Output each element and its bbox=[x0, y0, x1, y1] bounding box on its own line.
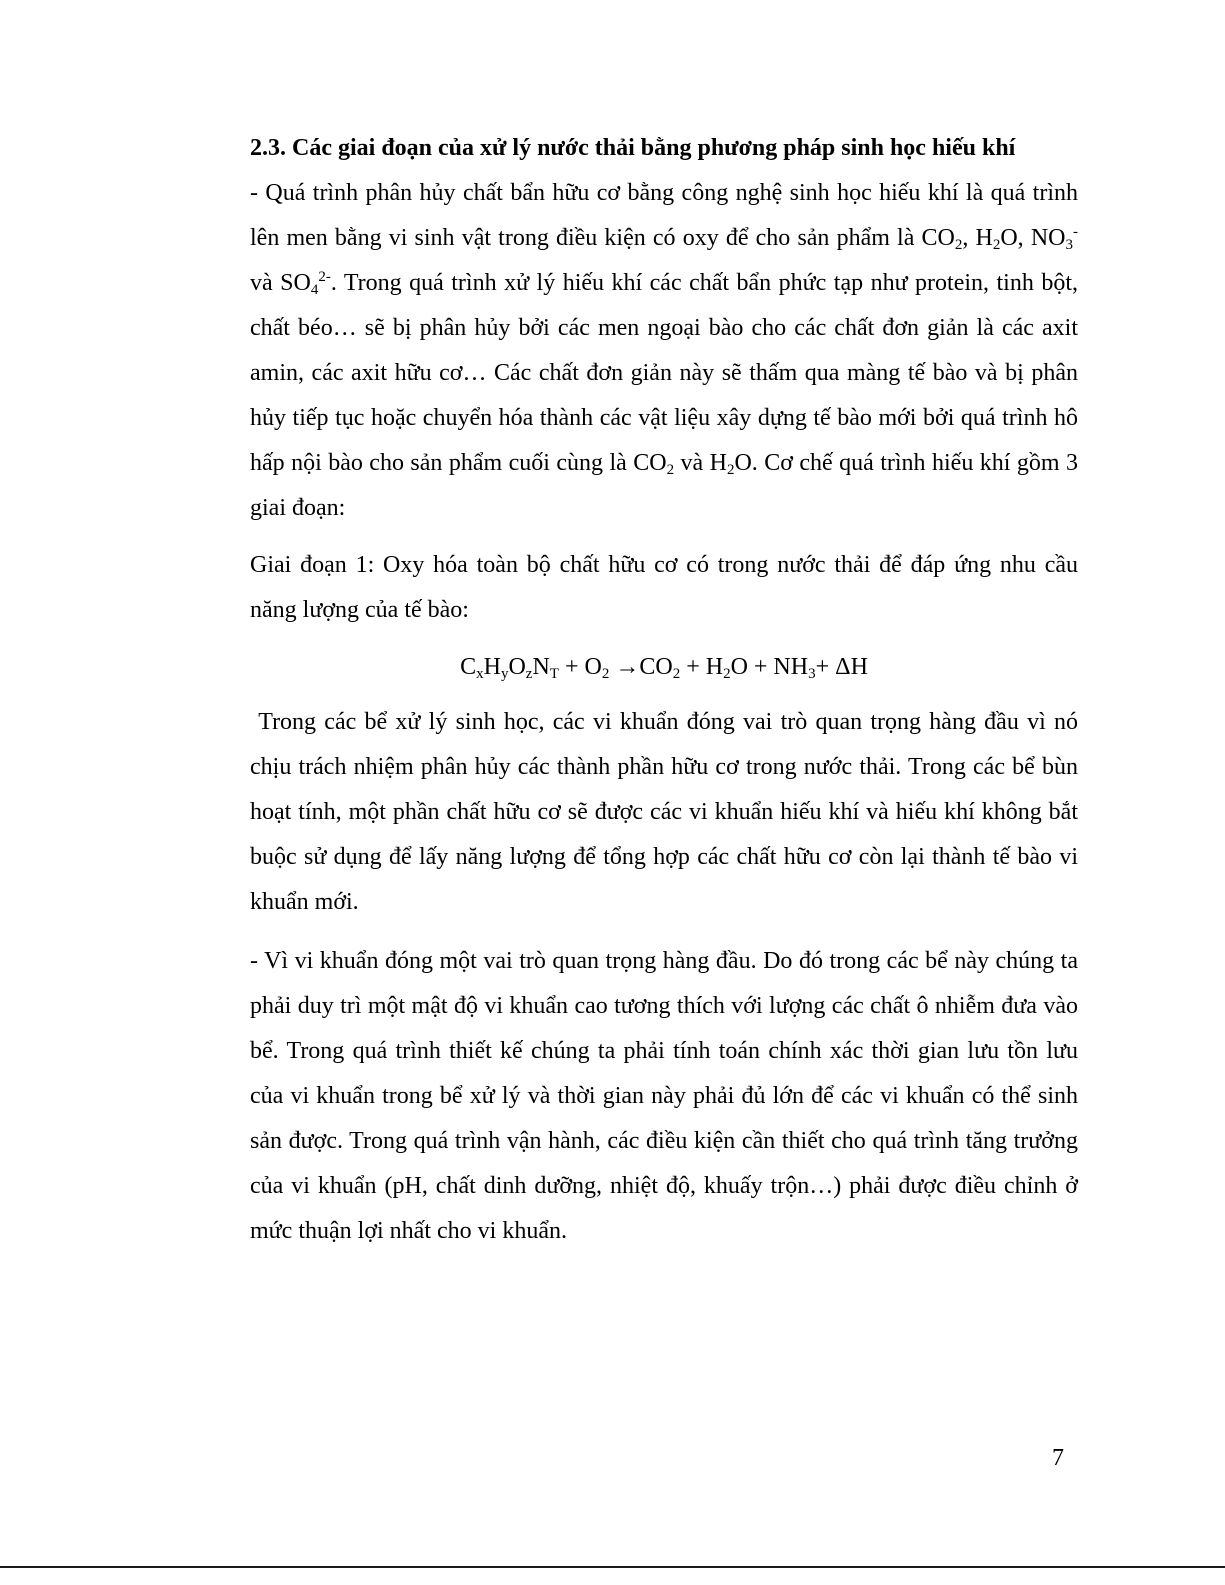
p4-sub: 4 bbox=[310, 282, 319, 298]
eq-plus-nh: O + NH bbox=[730, 654, 809, 680]
page-content bbox=[250, 126, 1085, 1254]
p4-text: và SO bbox=[250, 270, 311, 296]
page-number: 7 bbox=[1052, 1445, 1064, 1471]
eq-sub-3: 3 bbox=[808, 666, 816, 682]
eq-sub-2a: 2 bbox=[601, 666, 610, 682]
p5-text: . Trong quá trình xử lý hiếu khí các chất bẩn phức tạp như protein, tinh bột, chất béo… sẽ bị phân hủy bởi các men ngoại bào cho các chất đơn giản là các axit amin, các axit hữu cơ… Các chất đơn giản này sẽ thấm qua màng tế bào và bị phân hủy tiếp tục hoặc chuyển hóa thành các vật liệu xây dựng tế bào mới bởi quá trình hô hấp nội bào cho sản phẩm cuối cùng là CO bbox=[250, 270, 1078, 476]
p3-text: O, NO bbox=[1000, 225, 1066, 251]
eq-o: O bbox=[508, 654, 526, 680]
p6-sub: 2 bbox=[726, 462, 735, 478]
eq-z: z bbox=[525, 666, 533, 682]
p2-text: , H bbox=[962, 225, 993, 251]
p7-text: O. Cơ chế quá trình hiếu khí gồm 3 giai đoạn: bbox=[250, 450, 1078, 521]
bottom-border-line bbox=[0, 1566, 1225, 1568]
paragraph-aerobic-process bbox=[250, 171, 1078, 531]
eq-plus-o2: + O bbox=[558, 654, 602, 680]
eq-delta: + ΔH bbox=[815, 654, 868, 680]
paragraph-bacteria-role: Trong các bể xử lý sinh học, các vi khuẩn đóng vai trò quan trọng hàng đầu vì nó chịu trách nhiệm phân hủy các thành phần hữu cơ trong nước thải. Trong các bể bùn hoạt tính, một phần chất hữu cơ sẽ được các vi khuẩn hiếu khí và hiếu khí không bắt buộc sử dụng để lấy năng lượng để tổng hợp các chất hữu cơ còn lại thành tế bào vi khuẩn mới. bbox=[250, 709, 1085, 915]
eq-t: T bbox=[549, 666, 559, 682]
eq-n: N bbox=[532, 654, 550, 680]
paragraph-stage-1: Giai đoạn 1: Oxy hóa toàn bộ chất hữu cơ có trong nước thải để đáp ứng nhu cầu năng lượng của tế bào: bbox=[250, 552, 1078, 623]
p5-sub: 2 bbox=[666, 462, 675, 478]
eq-arrow-co: →CO bbox=[609, 654, 673, 680]
eq-x: x bbox=[476, 666, 484, 682]
eq-h: H bbox=[483, 654, 501, 680]
chemical-equation bbox=[250, 645, 1078, 690]
eq-sub-2b: 2 bbox=[672, 666, 681, 682]
p3-sub: 3 bbox=[1065, 237, 1073, 253]
p2-sub: 2 bbox=[992, 237, 1001, 253]
eq-plus-h: + H bbox=[680, 654, 724, 680]
paragraph-bacteria-density: - Vì vi khuẩn đóng một vai trò quan trọng hàng đầu. Do đó trong các bể này chúng ta phải duy trì một mật độ vi khuẩn cao tương thích với lượng các chất ô nhiễm đưa vào bể. Trong quá trình thiết kế chúng ta phải tính toán chính xác thời gian lưu tồn lưu của vi khuẩn trong bể xử lý và thời gian này phải đủ lớn để các vi khuẩn có thể sinh sản được. Trong quá trình vận hành, các điều kiện cần thiết cho quá trình tăng trưởng của vi khuẩn (pH, chất dinh dưỡng, nhiệt độ, khuấy trộn…) phải được điều chỉnh ở mức thuận lợi nhất cho vi khuẩn. bbox=[250, 948, 1078, 1244]
p6-text: và H bbox=[674, 450, 727, 476]
eq-c: C bbox=[460, 654, 477, 680]
p1-text: - Quá trình phân hủy chất bẩn hữu cơ bằng công nghệ sinh học hiếu khí là quá trình lên men bằng vi sinh vật trong điều kiện có oxy để cho sản phẩm là CO bbox=[250, 180, 1078, 251]
eq-sub-2c: 2 bbox=[723, 666, 731, 682]
p3-sup: - bbox=[1073, 224, 1078, 240]
section-heading: 2.3. Các giai đoạn của xử lý nước thải bằng phương pháp sinh học hiếu khí bbox=[250, 135, 1016, 161]
p1-sub: 2 bbox=[954, 237, 963, 253]
p4-sup: 2- bbox=[318, 269, 331, 285]
eq-y: y bbox=[500, 666, 509, 682]
